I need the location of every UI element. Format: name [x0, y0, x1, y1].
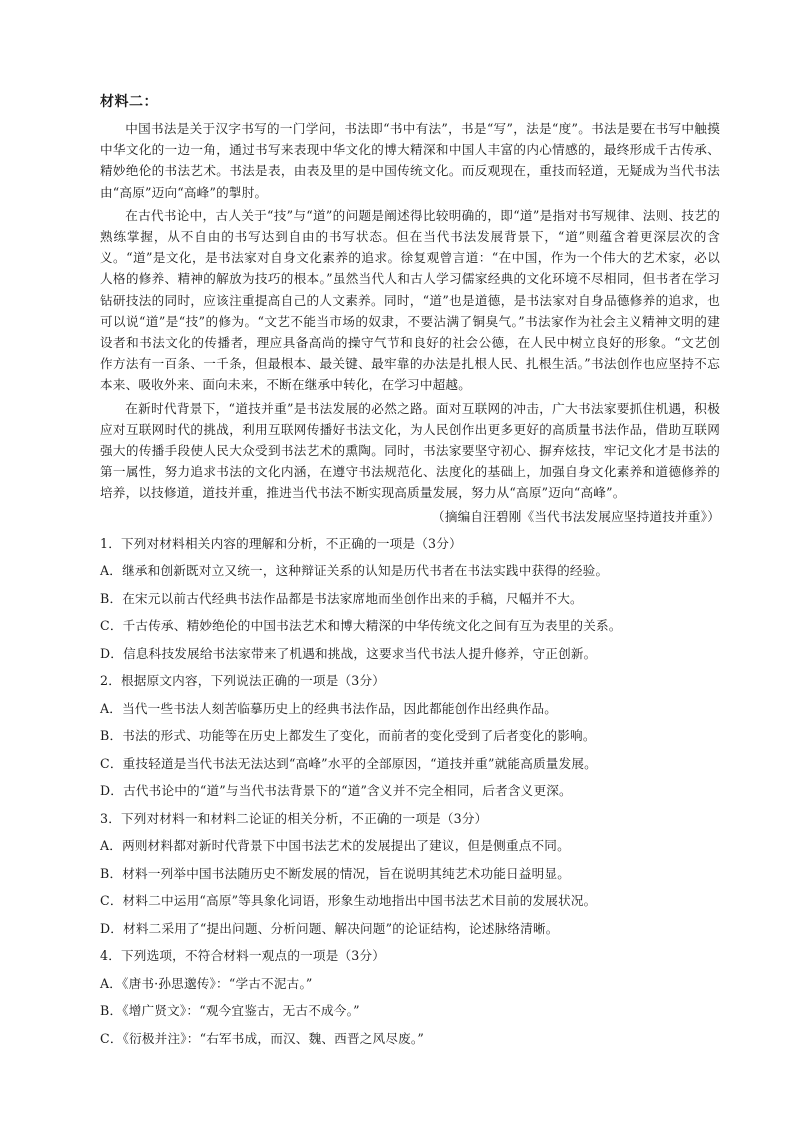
question-stem: 3．下列对材料一和材料二论证的相关分析，不正确的一项是（3分）	[100, 810, 488, 826]
option-d: D．材料二采用了“提出问题、分析问题、解决问题”的论证结构，论述脉络清晰。	[100, 920, 559, 936]
question-1	[100, 530, 720, 668]
option-b: B．《增广贤文》：“观今宜鉴古，无古不成今。”	[100, 1003, 360, 1019]
option-a: A．《唐书·孙思邈传》：“学古不泥古。”	[100, 975, 313, 991]
paragraph-1: 中国书法是关于汉字书写的一门学问，书法即“书中有法”，书是“写”，法是“度”。书法是要在书写中触摸中华文化的一边一角，通过书写来表现中华文化的博大精深和中国人丰富的内心情感的，最终形成千古传承、精妙绝伦的书法艺术。书法是表，由表及里的是中国传统文化。而反观现在，重技而轻道，无疑成为当代书法由“高原”迈向“高峰”的掣肘。	[100, 121, 720, 200]
question-stem: 1．下列对材料相关内容的理解和分析，不正确的一项是（3分）	[100, 535, 462, 551]
question-3	[100, 805, 720, 943]
option-c: C．重技轻道是当代书法无法达到“高峰”水平的全部原因，“道技并重”就能高质量发展。	[100, 755, 597, 771]
option-a: A．两则材料都对新时代背景下中国书法艺术的发展提出了建议，但是侧重点不同。	[100, 838, 570, 854]
option-c: C．材料二中运用“高原”等具象化词语，形象生动地指出中国书法艺术目前的发展状况。	[100, 893, 597, 909]
paragraph-3: 在新时代背景下，“道技并重”是书法发展的必然之路。面对互联网的冲击，广大书法家要抓住机遇，积极应对互联网时代的挑战，利用互联网传播好书法文化，为人民创作出更多更好的高质量书法作品，借助互联网强大的传播手段使人民大众受到书法艺术的熏陶。同时，书法家要坚守初心、摒弃炫技，牢记文化才是书法的第一属性，努力追求书法的文化内涵，在遵守书法规范化、法度化的基础上，加强自身文化素养和道德修养的培养，以技修道，道技并重，推进当代书法不断实现高质量发展，努力从“高原”迈向“高峰”。	[100, 400, 720, 501]
document-page	[100, 92, 720, 1052]
option-d: D．信息科技发展给书法家带来了机遇和挑战，这要求当代书法人提升修养，守正创新。	[100, 645, 597, 661]
source-citation: （摘编自汪碧刚《当代书法发展应坚持道技并重》）	[432, 508, 720, 524]
option-b: B．在宋元以前古代经典书法作品都是书法家席地而坐创作出来的手稿，尺幅并不大。	[100, 590, 583, 606]
option-a: A．当代一些书法人刻苦临摹历史上的经典书法作品，因此都能创作出经典作品。	[100, 700, 558, 716]
option-a: A．继承和创新既对立又统一，这种辩证关系的认知是历代书者在书法实践中获得的经验。	[100, 563, 609, 579]
option-c: C．《衍极并注》：“右军书成，而汉、魏、西晋之风尽废。”	[100, 1030, 425, 1046]
question-stem: 4．下列选项，不符合材料一观点的一项是（3分）	[100, 948, 386, 964]
question-4	[100, 942, 720, 1052]
option-b: B．材料一列举中国书法随历史不断发展的情况，旨在说明其纯艺术功能日益明显。	[100, 865, 571, 881]
question-2	[100, 667, 720, 805]
section-title: 材料二：	[100, 94, 158, 110]
option-b: B．书法的形式、功能等在历史上都发生了变化，而前者的变化受到了后者变化的影响。	[100, 728, 596, 744]
question-stem: 2．根据原文内容，下列说法正确的一项是（3分）	[100, 673, 386, 689]
paragraph-2: 在古代书论中，古人关于“技”与“道”的问题是阐述得比较明确的，即“道”是指对书写规律、法则、技艺的熟练掌握，从不自由的书写达到自由的书写状态。但在当代书法发展背景下，“道”则蕴含着更深层次的含义。“道”是文化，是书法家对自身文化素养的追求。徐复观曾言道：“在中国，作为一个伟大的艺术家，必以人格的修养、精神的解放为技巧的根本。”虽然当代人和古人学习儒家经典的文化环境不尽相同，但书者在学习钻研技法的同时，应该注重提高自己的人文素养。同时，“道”也是道德，是书法家对自身品德修养的追求，也可以说“道”是“技”的修为。“文艺不能当市场的奴隶，不要沾满了铜臭气。”书法家作为社会主义精神文明的建设者和书法文化的传播者，理应具备高尚的操守气节和良好的社会公德，在人民中树立良好的形象。“文艺创作方法有一百条、一千条，但最根本、最关键、最牢靠的办法是扎根人民、扎根生活。”书法创作也应坚持不忘本来、吸收外来、面向未来，不断在继承中转化，在学习中超越。	[100, 207, 720, 393]
option-d: D．古代书论中的“道”与当代书法背景下的“道”含义并不完全相同，后者含义更深。	[100, 783, 572, 799]
option-c: C．千古传承、精妙绝伦的中国书法艺术和博大精深的中华传统文化之间有互为表里的关系。	[100, 618, 622, 634]
